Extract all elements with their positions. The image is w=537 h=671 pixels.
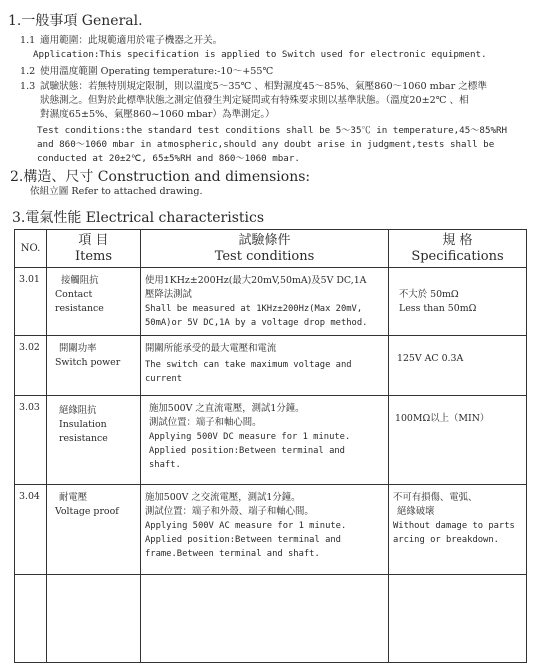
- row-test-en-3: shaft.: [149, 460, 181, 470]
- row-item: [47, 485, 141, 575]
- row-test-en-1: Applying 500V AC measure for 1 minute.: [145, 521, 347, 531]
- row-item-en-1: Insulation: [59, 419, 107, 430]
- row-test-conditions: [141, 396, 389, 485]
- table-row: [15, 396, 527, 485]
- header-spec-en: Specifications: [411, 248, 504, 264]
- row-item-en-1: Voltage proof: [55, 506, 119, 517]
- item-1-1-en: Application:This specification is applied to Switch used for electronic equipment.: [33, 49, 487, 60]
- table-header-row: [15, 230, 527, 268]
- item-1-3-label: 1.3: [20, 81, 36, 92]
- row-test-zh-1: 使用1KHz±200Hz(最大20mV,50mA)及5V DC,1A: [145, 275, 367, 286]
- row-spec-3: Without damage to parts: [393, 521, 515, 531]
- row-item-en-1: Contact: [55, 289, 93, 300]
- row-item: [47, 268, 141, 336]
- row-item-en-2: resistance: [55, 303, 104, 314]
- row-test-en-1: The switch can take maximum voltage and: [145, 360, 352, 370]
- row-spec: [389, 268, 527, 336]
- row-spec-1: 不大於 50mΩ: [399, 289, 459, 300]
- section-2-heading: 2.構造、尺寸 Construction and dimensions:: [10, 169, 311, 185]
- item-1-3-en-line1: Test conditions:the standard test conditions shall be 5～35℃ in temperature,45～85%RH: [37, 125, 508, 136]
- item-1-1-label: 1.1: [20, 35, 36, 46]
- row-test-zh-1: 開關所能承受的最大電壓和電流: [145, 343, 277, 354]
- row-spec: [389, 336, 527, 396]
- item-1-3-zh-line3: 對濕度65±5%、氣壓860~1060 mbar）為準測定。）: [40, 109, 275, 120]
- row-test-conditions: [141, 336, 389, 396]
- row-spec-4: arcing or breakdown.: [393, 535, 499, 545]
- row-item: [47, 396, 141, 485]
- section-1-heading: 1.一般事項 General.: [8, 13, 143, 29]
- row-spec-2: Less than 50mΩ: [399, 303, 477, 314]
- empty-cell: [141, 575, 389, 663]
- electrical-characteristics-table: [14, 229, 527, 663]
- item-1-2-text: 使用溫度範圍 Operating temperature:-10～+55℃: [40, 66, 274, 77]
- item-1-3-en-line3: conducted at 20±2℃, 65±5%RH and 860～1060 mbar.: [37, 153, 300, 164]
- row-spec: [389, 485, 527, 575]
- row-test-en-2: current: [145, 374, 183, 384]
- row-test-en-1: Applying 500V DC measure for 1 minute.: [149, 432, 351, 442]
- item-1-3-zh-line1: 試驗狀態：若無特別規定限制，則以溫度5～35℃ 、相對濕度45～85%、氣壓860～1060 mbar 之標準: [40, 81, 487, 92]
- header-items-zh: 項 目: [78, 232, 109, 248]
- header-spec-zh: 規 格: [442, 232, 473, 248]
- row-spec-2: 絕緣破壞: [397, 506, 435, 517]
- row-spec-1: 不可有損傷、電弧、: [393, 492, 478, 503]
- row-no: 3.02: [15, 336, 47, 396]
- row-test-zh-1: 施加500V 之直流電壓，測試1分鐘。: [149, 403, 305, 414]
- row-test-conditions: [141, 485, 389, 575]
- header-test-en: Test conditions: [214, 248, 315, 264]
- empty-cell: [15, 575, 47, 663]
- row-spec: [389, 396, 527, 485]
- row-test-en-2: 50mA)or 5V DC,1A by a voltage drop method.: [145, 318, 368, 328]
- table-row-empty: [15, 575, 527, 663]
- item-1-3-zh-line2: 狀態測之。但對於此標準狀態之測定值發生判定疑問或有特殊要求則以基準狀態。（溫度20±2℃ 、相: [40, 95, 469, 106]
- row-item-zh: 接觸阻抗: [61, 275, 99, 286]
- header-specifications: [389, 230, 527, 268]
- header-no: NO.: [15, 230, 47, 268]
- header-items-en: Items: [74, 248, 113, 264]
- header-items: [47, 230, 141, 268]
- row-spec-1: 100MΩ以上（MIN）: [395, 413, 490, 424]
- row-item: [47, 336, 141, 396]
- row-no: 3.03: [15, 396, 47, 485]
- section-2-body: 依組立圖 Refer to attached drawing.: [30, 186, 203, 197]
- table-row: [15, 336, 527, 396]
- row-item-en-2: resistance: [59, 433, 108, 444]
- row-no: 3.04: [15, 485, 47, 575]
- row-test-en-1: Shall be measured at 1KHz±200Hz(Max 20mV,: [145, 304, 363, 314]
- row-item-en-1: Switch power: [55, 357, 121, 368]
- table-row: [15, 485, 527, 575]
- header-test-zh: 試驗條件: [238, 232, 291, 248]
- row-test-en-2: Applied position:Between terminal and: [149, 446, 345, 456]
- section-3-heading: 3.電氣性能 Electrical characteristics: [12, 210, 265, 226]
- table-row: [15, 268, 527, 336]
- row-test-en-2: Applied position:Between terminal and: [145, 535, 341, 545]
- empty-cell: [389, 575, 527, 663]
- header-test-conditions: [141, 230, 389, 268]
- item-1-2-label: 1.2: [20, 66, 36, 77]
- item-1-3-en-line2: and 860～1060 mbar in atmospheric,should any doubt arise in judgment,tests shall be: [37, 139, 495, 150]
- row-test-conditions: [141, 268, 389, 336]
- row-test-zh-2: 測試位置：端子和軸心間。: [149, 417, 262, 428]
- row-test-zh-2: 壓降法測試: [145, 289, 192, 300]
- row-spec-1: 125V AC 0.3A: [397, 353, 464, 364]
- row-no: 3.01: [15, 268, 47, 336]
- row-test-zh-1: 施加500V 之交流電壓，測試1分鐘。: [145, 492, 301, 503]
- empty-cell: [47, 575, 141, 663]
- row-item-zh: 絕緣阻抗: [59, 405, 97, 416]
- row-item-zh: 耐電壓: [59, 492, 88, 503]
- item-1-1-zh: 適用範圍：此規範適用於電子機器之开关。: [40, 35, 223, 46]
- row-item-zh: 開關功率: [59, 343, 97, 354]
- row-test-zh-2: 測試位置：端子和外殼、端子和軸心間。: [145, 506, 314, 517]
- row-test-en-3: frame.Between terminal and shaft.: [145, 549, 320, 559]
